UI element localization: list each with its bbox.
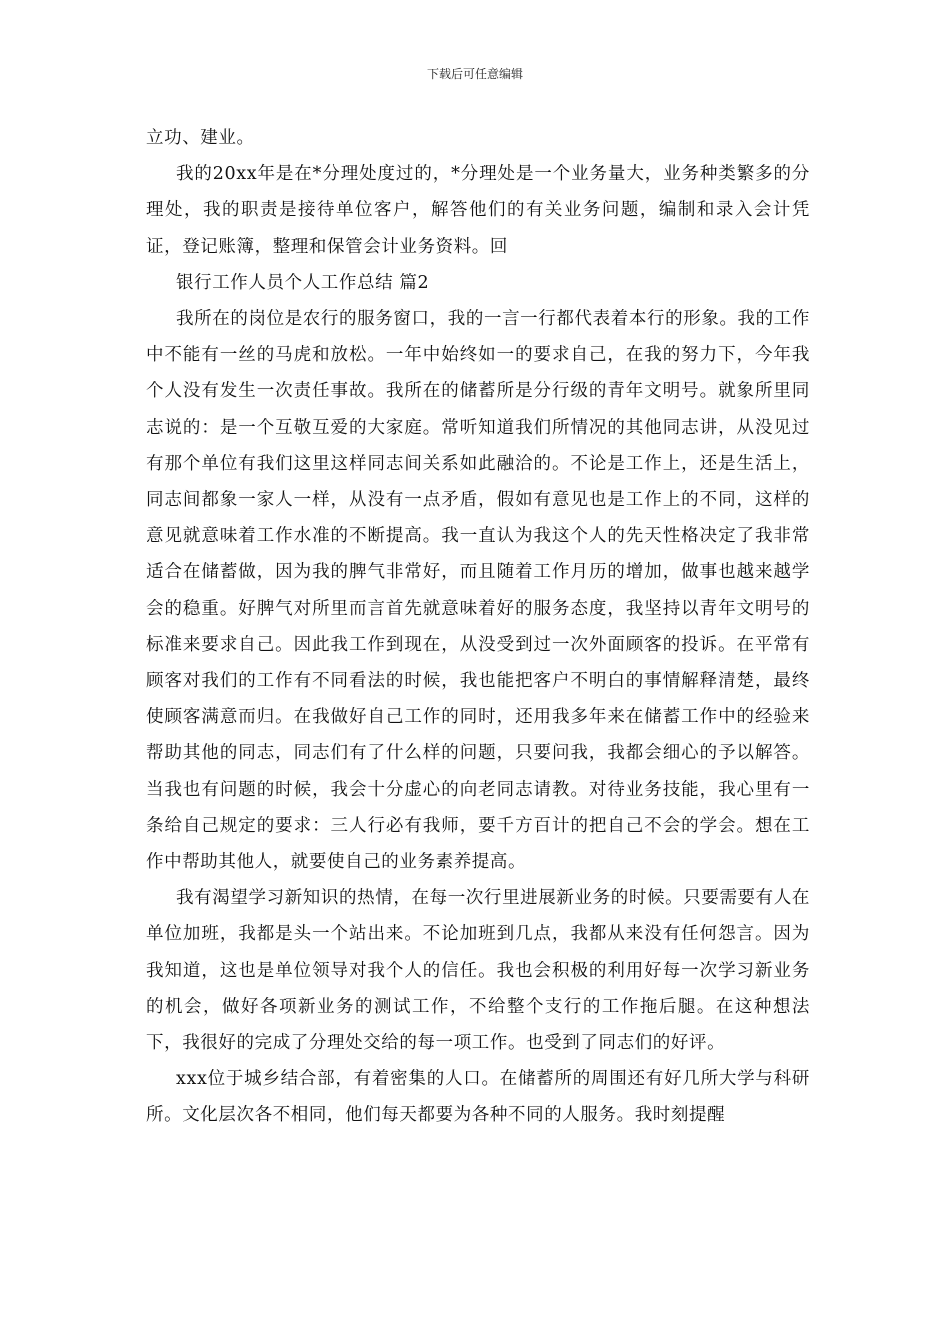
paragraph: 我所在的岗位是农行的服务窗口，我的一言一行都代表着本行的形象。我的工作中不能有一丝的马虎和放松。一年中始终如一的要求自己，在我的努力下，今年我个人没有发生一次责任事故。我所在的储蓄所是分行级的青年文明号。就象所里同志说的：是一个互敬互爱的大家庭。常听知道我们所情况的其他同志讲，从没见过有那个单位有我们这里这样同志间关系如此融洽的。不论是工作上，还是生活上，同志间都象一家人一样，从没有一点矛盾，假如有意见也是工作上的不同，这样的意见就意味着工作水准的不断提高。我一直认为我这个人的先天性格决定了我非常适合在储蓄做，因为我的脾气非常好，而且随着工作月历的增加，做事也越来越学会的稳重。好脾气对所里而言首先就意味着好的服务态度，我坚持以青年文明号的标准来要求自己。因此我工作到现在，从没受到过一次外面顾客的投诉。在平常有顾客对我们的工作有不同看法的时候，我也能把客户不明白的事情解释清楚，最终使顾客满意而归。在我做好自己工作的同时，还用我多年来在储蓄工作中的经验来帮助其他的同志，同志们有了什么样的问题，只要问我，我都会细心的予以解答。当我也有问题的时候，我会十分虚心的向老同志请教。对待业务技能，我心里有一条给自己规定的要求：三人行必有我师，要千方百计的把自己不会的学会。想在工作中帮助其他人，就要使自己的业务素养提高。 <box>146 309 810 873</box>
paragraph-continuation: 立功、建业。 <box>146 128 255 148</box>
paragraph: xxx位于城乡结合部，有着密集的人口。在储蓄所的周围还有好几所大学与科研所。文化层次各不相同，他们每天都要为各种不同的人服务。我时刻提醒 <box>146 1069 810 1126</box>
paragraph: 我有渴望学习新知识的热情，在每一次行里进展新业务的时候。只要需要有人在单位加班，我都是头一个站出来。不论加班到几点，我都从来没有任何怨言。因为我知道，这也是单位领导对我个人的信任。我也会积极的利用好每一次学习新业务的机会，做好各项新业务的测试工作，不给整个支行的工作拖后腿。在这种想法下，我很好的完成了分理处交给的每一项工作。也受到了同志们的好评。 <box>146 888 810 1054</box>
page-header: 下载后可任意编辑 <box>426 67 523 81</box>
section-heading: 银行工作人员个人工作总结 篇2 <box>176 272 430 293</box>
document-body <box>146 120 810 1134</box>
paragraph: 我的20xx年是在*分理处度过的，*分理处是一个业务量大，业务种类繁多的分理处，我的职责是接待单位客户，解答他们的有关业务问题，编制和录入会计凭证，登记账簿，整理和保管会计业务资料。回 <box>146 164 810 257</box>
